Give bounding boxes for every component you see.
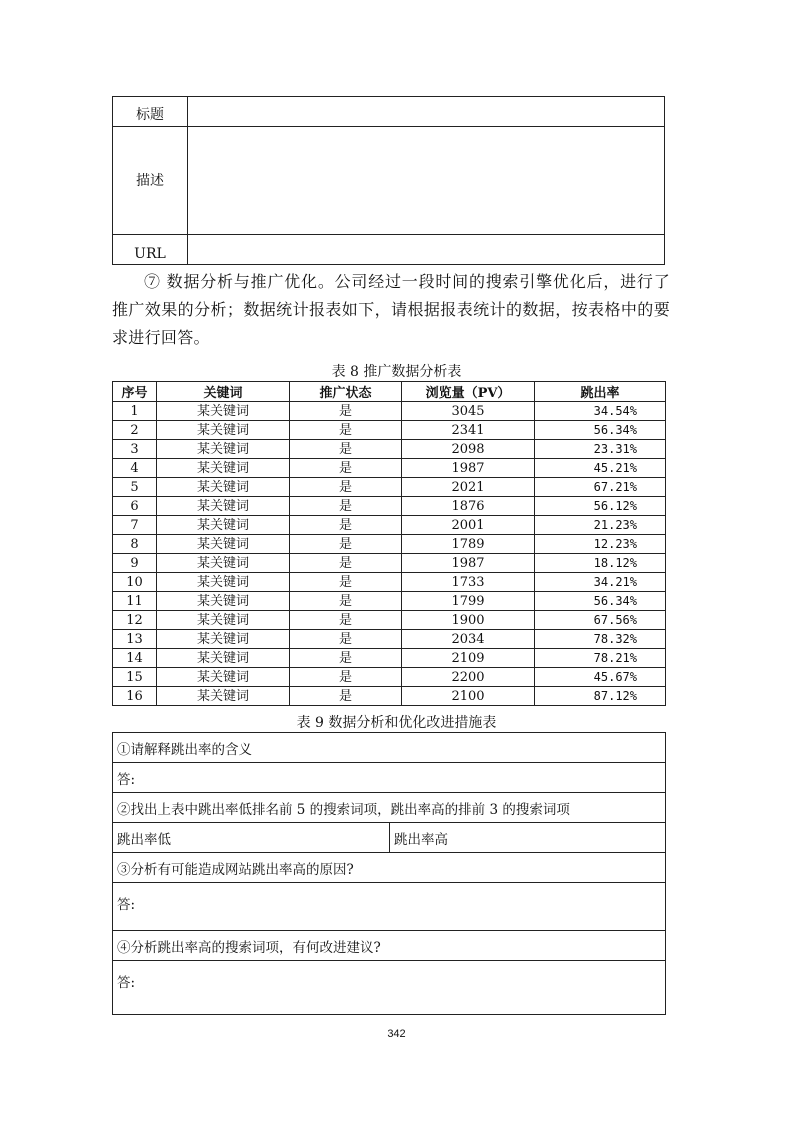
table8-cell: 2034	[402, 630, 535, 649]
table8-cell: 某关键词	[157, 649, 290, 668]
table-row	[113, 535, 666, 554]
table8-cell: 56.34%	[535, 592, 666, 611]
meta-value-title	[188, 97, 665, 127]
table-row	[113, 516, 666, 535]
table8-cell: 2098	[402, 440, 535, 459]
seo-meta-table	[112, 96, 665, 265]
table8-cell: 18.12%	[535, 554, 666, 573]
a4-answer-field[interactable]: 答:	[113, 961, 666, 1015]
table8-cell: 是	[290, 497, 402, 516]
table8-cell: 11	[113, 592, 157, 611]
table8-cell: 是	[290, 554, 402, 573]
table8-cell: 56.34%	[535, 421, 666, 440]
table8-cell: 某关键词	[157, 421, 290, 440]
table8-header-4: 跳出率	[535, 382, 666, 402]
table9-caption: 表 9 数据分析和优化改进措施表	[296, 715, 497, 731]
table8-cell: 10	[113, 573, 157, 592]
table-row	[113, 592, 666, 611]
table8-cell: 某关键词	[157, 611, 290, 630]
table-row	[113, 440, 666, 459]
table8-cell: 1799	[402, 592, 535, 611]
table8-cell: 某关键词	[157, 630, 290, 649]
table-row	[113, 649, 666, 668]
table-row	[113, 497, 666, 516]
meta-value-url	[188, 235, 665, 265]
table8-header-row	[113, 382, 666, 402]
table8-cell: 2021	[402, 478, 535, 497]
table8-cell: 16	[113, 687, 157, 706]
table8-cell: 34.54%	[535, 402, 666, 421]
table8-cell: 1876	[402, 497, 535, 516]
task-paragraph: ⑦ 数据分析与推广优化。公司经过一段时间的搜索引擎优化后，进行了推广效果的分析；数据统计报表如下，请根据报表统计的数据，按表格中的要求进行回答。	[112, 272, 670, 347]
q1-bounce-meaning: ①请解释跳出率的含义	[113, 733, 666, 763]
high-bounce-cell[interactable]: 跳出率高	[390, 823, 666, 853]
table8-cell: 12.23%	[535, 535, 666, 554]
promotion-data-table	[112, 381, 666, 706]
table8-header-2: 推广状态	[290, 382, 402, 402]
table8-cell: 是	[290, 535, 402, 554]
table8-cell: 某关键词	[157, 440, 290, 459]
a1-answer-field[interactable]: 答:	[113, 763, 666, 793]
q4-improvement-suggestions: ④分析跳出率高的搜索词项，有何改进建议?	[113, 931, 666, 961]
table8-cell: 7	[113, 516, 157, 535]
table8-cell: 34.21%	[535, 573, 666, 592]
page-number: 342	[387, 1028, 406, 1040]
table-row	[113, 402, 666, 421]
table8-cell: 1987	[402, 554, 535, 573]
table8-cell: 某关键词	[157, 516, 290, 535]
q2-rank-terms: ②找出上表中跳出率低排名前 5 的搜索词项，跳出率高的排前 3 的搜索词项	[113, 793, 666, 823]
table8-cell: 某关键词	[157, 592, 290, 611]
table8-cell: 是	[290, 592, 402, 611]
table-row	[113, 421, 666, 440]
table8-cell: 56.12%	[535, 497, 666, 516]
table-row	[113, 459, 666, 478]
table8-cell: 是	[290, 630, 402, 649]
table-row	[113, 630, 666, 649]
table8-caption: 表 8 推广数据分析表	[331, 364, 462, 380]
table8-cell: 2341	[402, 421, 535, 440]
table8-cell: 87.12%	[535, 687, 666, 706]
table8-cell: 15	[113, 668, 157, 687]
table8-cell: 45.21%	[535, 459, 666, 478]
table8-cell: 是	[290, 478, 402, 497]
table8-cell: 3045	[402, 402, 535, 421]
table8-cell: 1	[113, 402, 157, 421]
table8-cell: 2109	[402, 649, 535, 668]
table8-header-0: 序号	[113, 382, 157, 402]
a3-answer-field[interactable]: 答:	[113, 883, 666, 931]
meta-label-title: 标题	[113, 97, 188, 127]
table8-cell: 2200	[402, 668, 535, 687]
q3-high-bounce-causes: ③分析有可能造成网站跳出率高的原因?	[113, 853, 666, 883]
table8-cell: 是	[290, 611, 402, 630]
table8-cell: 2100	[402, 687, 535, 706]
table8-cell: 某关键词	[157, 535, 290, 554]
table8-cell: 1900	[402, 611, 535, 630]
table8-cell: 21.23%	[535, 516, 666, 535]
meta-label-url: URL	[113, 235, 188, 265]
table8-cell: 1789	[402, 535, 535, 554]
table8-cell: 是	[290, 459, 402, 478]
table8-cell: 5	[113, 478, 157, 497]
table8-cell: 某关键词	[157, 478, 290, 497]
table8-cell: 23.31%	[535, 440, 666, 459]
table8-cell: 某关键词	[157, 573, 290, 592]
table8-header-1: 关键词	[157, 382, 290, 402]
meta-value-description	[188, 127, 665, 235]
table-row	[113, 687, 666, 706]
table-row	[113, 611, 666, 630]
table8-cell: 是	[290, 440, 402, 459]
table8-cell: 是	[290, 573, 402, 592]
table8-cell: 是	[290, 668, 402, 687]
table8-cell: 某关键词	[157, 668, 290, 687]
table8-header-3: 浏览量（PV）	[402, 382, 535, 402]
table8-cell: 78.32%	[535, 630, 666, 649]
table8-cell: 78.21%	[535, 649, 666, 668]
table8-cell: 13	[113, 630, 157, 649]
table8-cell: 12	[113, 611, 157, 630]
table8-cell: 是	[290, 687, 402, 706]
table8-cell: 1733	[402, 573, 535, 592]
table-row	[113, 573, 666, 592]
table8-cell: 3	[113, 440, 157, 459]
table8-cell: 67.21%	[535, 478, 666, 497]
table8-cell: 4	[113, 459, 157, 478]
meta-label-description: 描述	[113, 127, 188, 235]
table8-cell: 是	[290, 516, 402, 535]
table8-cell: 2001	[402, 516, 535, 535]
table8-cell: 67.56%	[535, 611, 666, 630]
table8-cell: 是	[290, 649, 402, 668]
table-row	[113, 554, 666, 573]
table8-cell: 2	[113, 421, 157, 440]
table8-cell: 某关键词	[157, 554, 290, 573]
table8-cell: 某关键词	[157, 459, 290, 478]
table8-cell: 某关键词	[157, 497, 290, 516]
table8-cell: 某关键词	[157, 687, 290, 706]
low-bounce-cell[interactable]: 跳出率低	[113, 823, 390, 853]
table-row	[113, 478, 666, 497]
table8-cell: 是	[290, 402, 402, 421]
table8-cell: 45.67%	[535, 668, 666, 687]
table8-cell: 9	[113, 554, 157, 573]
table8-cell: 14	[113, 649, 157, 668]
table8-cell: 1987	[402, 459, 535, 478]
table8-cell: 8	[113, 535, 157, 554]
improvement-table	[112, 732, 666, 1015]
table8-cell: 是	[290, 421, 402, 440]
table-row	[113, 668, 666, 687]
table8-cell: 6	[113, 497, 157, 516]
table8-cell: 某关键词	[157, 402, 290, 421]
